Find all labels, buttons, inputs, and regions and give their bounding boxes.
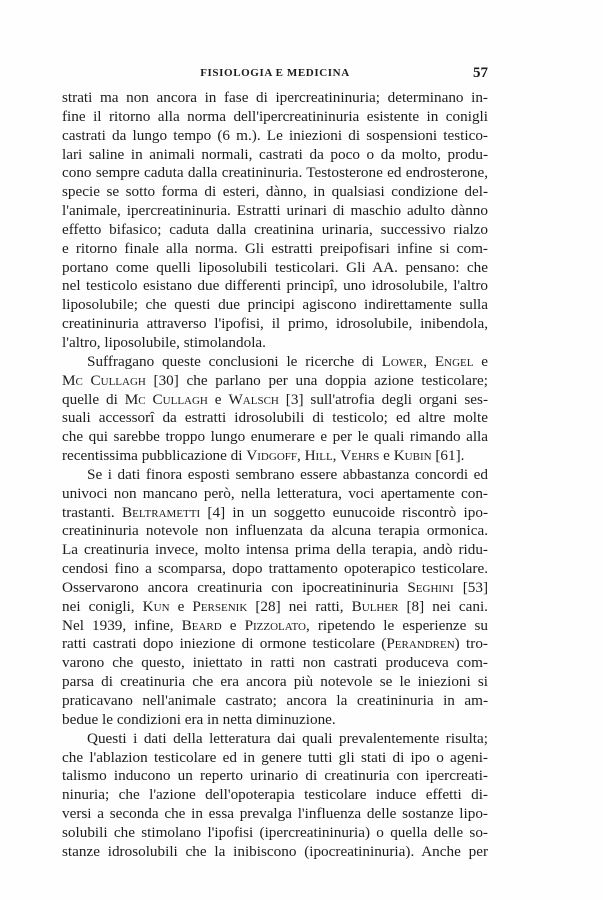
text-line: nei conigli, Kun e Persenik [28] nei ratti, Bulher [8] nei cani. [62,597,488,615]
author-name: Engel [434,352,474,370]
author-name: Vehrs [340,447,380,465]
text-line: varono che questo, iniettato in ratti non castrati produceva com- [62,654,488,672]
body-text [62,89,488,862]
text-line: Nel 1939, infine, Beard e Pizzolato, ripetendo le esperienze su [62,616,488,634]
text-line: effetto bifasico; caduta dalla creatinina urinaria, successivo rialzo [62,220,488,238]
text-line: bedue le condizioni era in netta diminuzione. [62,710,336,728]
author-name: Persenik [192,597,248,615]
text-line: Osservarono ancora creatinuria con ipocreatininuria Seghini [53] [62,578,488,596]
text-line: creatininuria attraverso l'ipofisi, il primo, idrosolubile, inibendola, [62,315,488,333]
text-line: recentissima pubblicazione di Vidgoff, Hill, Vehrs e Kubin [61]. [62,447,465,465]
text-line: ninuria; che l'azione dell'opoterapia testicolare induce effetti di- [62,786,488,804]
author-name: Mc Cullagh [124,390,208,408]
text-line: stanze idrosolubili che la inibiscono (ipocreatininuria). Anche per [62,842,488,860]
text-line: cono sempre caduta dalla creatininuria. Testosterone ed endrosterone, [62,164,488,182]
text-line: portano come quelli liposolubili testicolari. Gli AA. pensano: che [62,258,488,276]
text-line: talismo inducono un reperto urinario di creatinuria con ipercreati- [62,767,488,785]
text-line: praticavano nell'animale castrato; ancora la creatininuria in am- [62,692,488,709]
author-name: Vidgoff [246,447,297,465]
text-line: e ritorno finale alla norma. Gli estratti preipofisari infine si com- [62,239,488,257]
text-line: La creatinuria invece, molto intensa prima della terapia, andò ridu- [62,541,488,559]
author-name: Bulher [351,597,399,615]
author-name: Walsch [228,390,279,408]
text-line: Se i dati finora esposti sembrano essere abbastanza concordi ed [87,465,488,483]
author-name: Perandren [386,635,455,653]
text-line: solubili che stimolano l'ipofisi (ipercreatininuria) o quella delle so- [62,823,488,841]
author-name: Beard [181,616,222,634]
text-line: fine il ritorno alla norma dell'ipercreatininuria esistente in conigli [62,107,488,125]
running-title: FISIOLOGIA E MEDICINA [200,67,350,79]
author-name: Kun [142,597,170,615]
page-number: 57 [473,65,488,81]
author-name: Kubin [393,447,432,465]
author-name: Beltrametti [121,503,201,521]
text-line: Questi i dati della letteratura dai quali prevalentemente risulta; [87,729,488,747]
text-line: creatininuria notevole non influenzata da alcuna terapia ormonica. [62,522,488,540]
text-line: nel testicolo esistano due differenti principî, uno idrosolubile, l'altro [62,277,488,295]
text-line: ratti castrati dopo iniezione di ormone testicolare (Perandren) tro- [62,635,488,653]
text-line: liposolubile; che questi due principi agiscono indirettamente sulla [62,296,488,314]
text-line: versi a seconda che in essa prevalga l'influenza delle sostanze lipo- [62,805,488,823]
text-line: castrati da lungo tempo (6 m.). Le iniezioni di sospensioni testico- [62,126,488,144]
text-line: quelle di Mc Cullagh e Walsch [3] sull'atrofia degli organi ses- [62,390,489,408]
text-line: specie se sotto forma di esteri, dànno, in qualsiasi condizione del- [62,183,488,201]
text-line: che l'ablazion testicolare ed in genere tutti gli stati di ipo o ageni- [62,748,488,766]
author-name: Pizzolato [244,616,306,634]
text-line: che qui sarebbe troppo lungo enumerare e per le quali rimando alla [62,428,488,446]
author-name: Lower [381,352,424,370]
text-line: Mc Cullagh [30] che parlano per una doppia azione testicolare; [62,371,489,389]
running-head [62,66,488,82]
text-line: l'altro, liposolubile, stimolandola. [62,333,266,351]
author-name: Hill [304,447,333,465]
text-line: lari saline in animali normali, castrati da poco o da molto, produ- [62,145,488,163]
text-line: trastanti. Beltrametti [4] in un soggetto eunucoide riscontrò ipo- [62,503,488,521]
text-line: parsa di creatinuria che era ancora più notevole se le iniezioni si [62,673,488,691]
text-line: univoci non mancano però, nella letteratura, voci apertamente con- [62,484,488,502]
text-line: Suffragano queste conclusioni le ricerche di Lower, Engel e [87,352,489,370]
text-line: suali accessorî da estratti idrosolubili di testicolo; ed altre molte [62,409,488,427]
text-line: cendosi fino a scomparsa, dopo trattamento opoterapico testicolare. [62,560,488,578]
text-line: strati ma non ancora in fase di ipercreatininuria; determinano in- [62,89,488,106]
author-name: Mc Cullagh [62,371,146,389]
text-line: l'animale, ipercreatininuria. Estratti urinari di maschio adulto dànno [62,202,488,220]
author-name: Seghini [407,578,454,596]
